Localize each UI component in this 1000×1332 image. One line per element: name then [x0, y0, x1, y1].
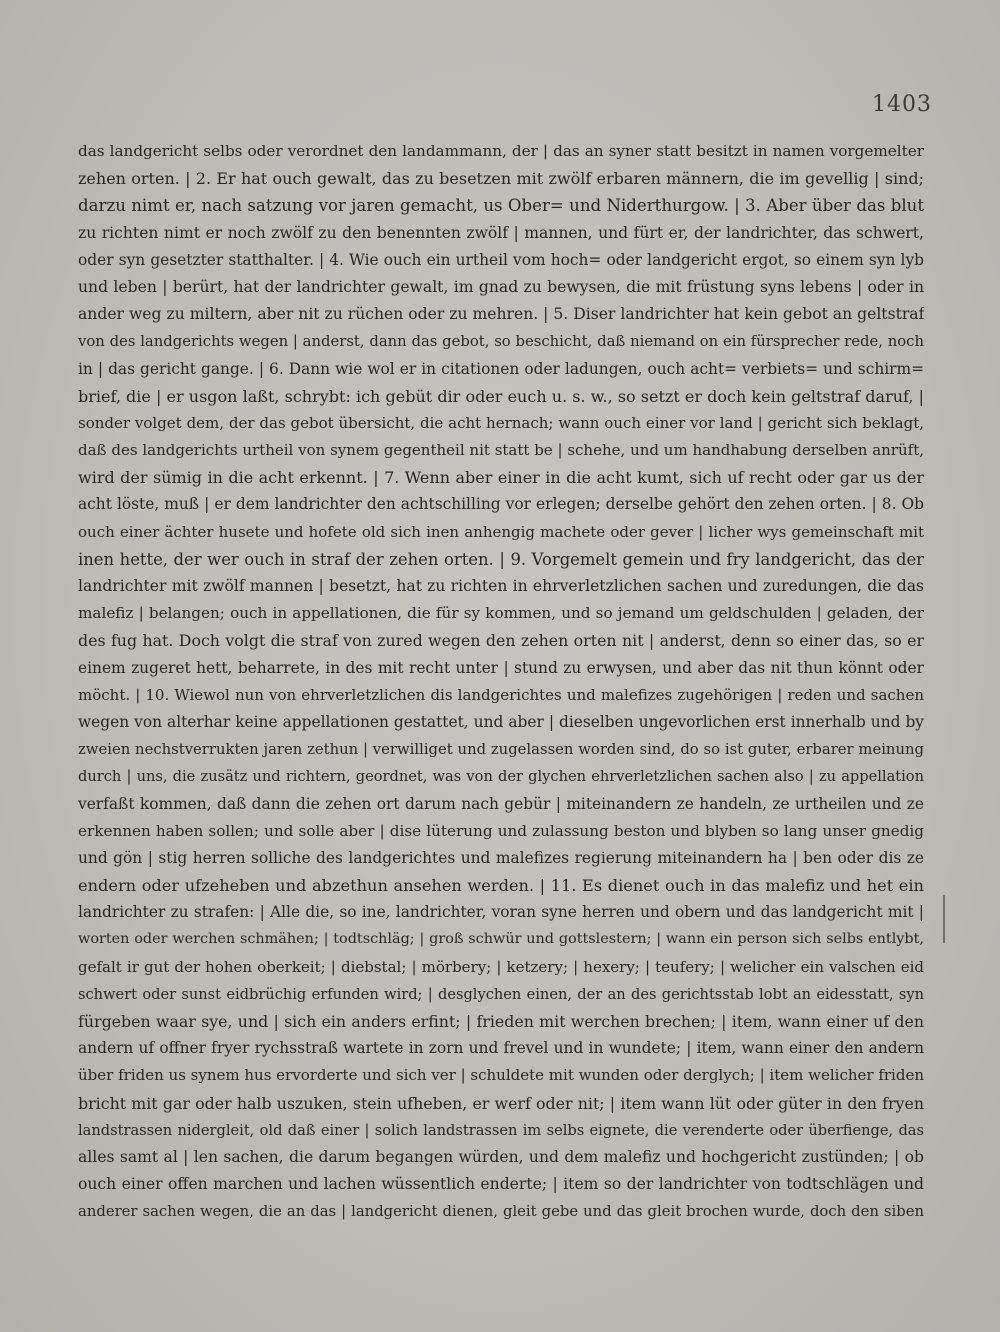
- text-line: ouch einer offen marchen und lachen wüssentlich enderte; | item so der landrichter von todtschlägen und: [78, 1175, 924, 1194]
- text-line: brief, die | er usgon laßt, schrybt: ich gebüt dir oder euch u. s. w., so setzt er doch kein geltstraf daruf, |: [78, 386, 924, 406]
- text-line: landrichter mit zwölf mannen | besetzt, hat zu richten in ehrverletzlichen sachen und zuredungen, die das: [78, 577, 924, 595]
- text-line: gefalt ir gut der hohen oberkeit; | diebstal; | mörbery; | ketzery; | hexery; | teufery; | welicher ein valschen eid: [78, 957, 924, 976]
- text-line: einem zugeret hett, beharrete, in des mit recht unter | stund zu erwysen, und aber das nit thun könnt oder: [78, 658, 924, 677]
- text-line: bricht mit gar oder halb uszuken, stein ufheben, er werf oder nit; | item wann lüt oder güter in den fryen: [78, 1093, 924, 1113]
- text-line: fürgeben waar sye, und | sich ein anders erfint; | frieden mit werchen brechen; | item, wann einer uf den: [78, 1012, 924, 1031]
- text-line: ouch einer ächter husete und hofete old sich inen anhengig machete oder gever | licher wys gemeinschaft mit: [78, 522, 924, 541]
- text-line: worten oder werchen schmähen; | todtschläg; | groß schwür und gottslestern; | wann ein person sich selbs entlybt,: [78, 931, 924, 948]
- text-line: verfaßt kommen, daß dann die zehen ort darum nach gebür | miteinandern ze handeln, ze urtheilen und ze: [78, 794, 924, 813]
- text-line: von des landgerichts wegen | anderst, dann das gebot, so beschicht, daß niemand on ein fürsprecher rede, noch: [78, 333, 924, 351]
- text-line: erkennen haben sollen; und solle aber | dise lüterung und zulassung beston und blyben so lang unser gnedig: [78, 821, 924, 840]
- text-line: daß des landgerichts urtheil von synem gegentheil nit statt be | schehe, und um handhabung derselben anrüft,: [78, 441, 924, 460]
- text-line: zweien nechstverrukten jaren zethun | verwilliget und zugelassen worden sind, do so ist guter, erbarer meinung: [78, 741, 924, 759]
- body-text: [78, 138, 924, 1226]
- text-line: sonder volget dem, der das gebot übersicht, die acht hernach; wann ouch einer vor land | gericht sich beklagt,: [78, 413, 924, 432]
- text-line: zehen orten. | 2. Er hat ouch gewalt, das zu besetzen mit zwölf erbaren männern, die im gevellig | sind;: [78, 169, 924, 189]
- text-line: zu richten nimt er noch zwölf zu den benennten zwölf | mannen, und fürt er, der landrichter, das schwert,: [78, 223, 924, 242]
- text-line: anderer sachen wegen, die an das | landgericht dienen, gleit gebe und das gleit brochen wurde, doch den siben: [78, 1203, 924, 1221]
- text-line: oder syn gesetzter statthalter. | 4. Wie ouch ein urtheil vom hoch= oder landgericht ergot, so einem syn lyb: [78, 250, 924, 269]
- text-line: inen hette, der wer ouch in straf der zehen orten. | 9. Vorgemelt gemein und fry landgericht, das der: [78, 549, 924, 569]
- text-line: wird der sümig in die acht erkennt. | 7. Wenn aber einer in die acht kumt, sich uf recht oder gar us der: [78, 468, 924, 488]
- text-line: in | das gericht gange. | 6. Dann wie wol er in citationen oder ladungen, ouch acht= verbiets= und schirm=: [78, 359, 924, 378]
- text-line: landrichter zu strafen: | Alle die, so ine, landrichter, voran syne herren und obern und das landgericht mit |: [78, 903, 924, 922]
- text-line: alles samt al | len sachen, die darum begangen würden, und dem malefiz und hochgericht zustünden; | ob: [78, 1147, 924, 1166]
- text-line: schwert oder sunst eidbrüchig erfunden wird; | desglychen einen, der an des gerichtsstab lobt an eidesstatt, syn: [78, 985, 924, 1003]
- text-line: durch | uns, die zusätz und richtern, geordnet, was von der glychen ehrverletzlichen sachen also | zu appellation: [78, 768, 924, 786]
- margin-mark: [943, 895, 945, 943]
- text-line: andern uf offner fryer rychsstraß wartete in zorn und frevel und in wundete; | item, wann einer den andern: [78, 1039, 924, 1058]
- text-line: wegen von alterhar keine appellationen gestattet, und aber | dieselben ungevorlichen erst innerhalb und by: [78, 712, 924, 731]
- text-line: möcht. | 10. Wiewol nun von ehrverletzlichen dis landgerichtes und malefizes zugehörigen | reden und sachen: [78, 685, 924, 704]
- text-line: landstrassen niderglеit, old daß einer | solich landstrassen im selbs eignete, die verenderte oder überfienge, das: [78, 1121, 924, 1139]
- text-line: des fug hat. Doch volgt die straf von zured wegen den zehen orten nit | anderst, denn so einer das, so er: [78, 631, 924, 651]
- text-line: acht löste, muß | er dem landrichter den achtschilling vor erlegen; derselbe gehört den zehen orten. | 8. Ob: [78, 495, 924, 514]
- text-line: malefiz | belangen; ouch in appellationen, die für sy kommen, und so jemand um geldschulden | geladen, der: [78, 604, 924, 623]
- text-line: über friden us synem hus ervorderte und sich ver | schuldete mit wunden oder derglych; | item welicher friden: [78, 1066, 924, 1085]
- text-line: und leben | berürt, hat der landrichter gewalt, im gnad zu bewysen, die mit früstung syns lebens | oder in: [78, 277, 924, 296]
- text-line: endern oder ufzeheben und abzethun ansehen werden. | 11. Es dienet ouch in das malefiz und het ein: [78, 876, 924, 896]
- text-line: ander weg zu miltern, aber nit zu rüchen oder zu mehren. | 5. Diser landrichter hat kein gebot an geltstraf: [78, 305, 924, 324]
- text-line: und gön | stig herren solliche des landgerichtes und malefizes regierung miteinandern ha | ben oder dis ze: [78, 848, 924, 867]
- text-line: darzu nimt er, nach satzung vor jaren gemacht, us Ober= und Niderthurgow. | 3. Aber über das blut: [78, 196, 924, 216]
- page-number: 1403: [872, 92, 932, 117]
- text-line: das landgericht selbs oder verordnet den landammann, der | das an syner statt besitzt in namen vorgemelter: [78, 142, 924, 160]
